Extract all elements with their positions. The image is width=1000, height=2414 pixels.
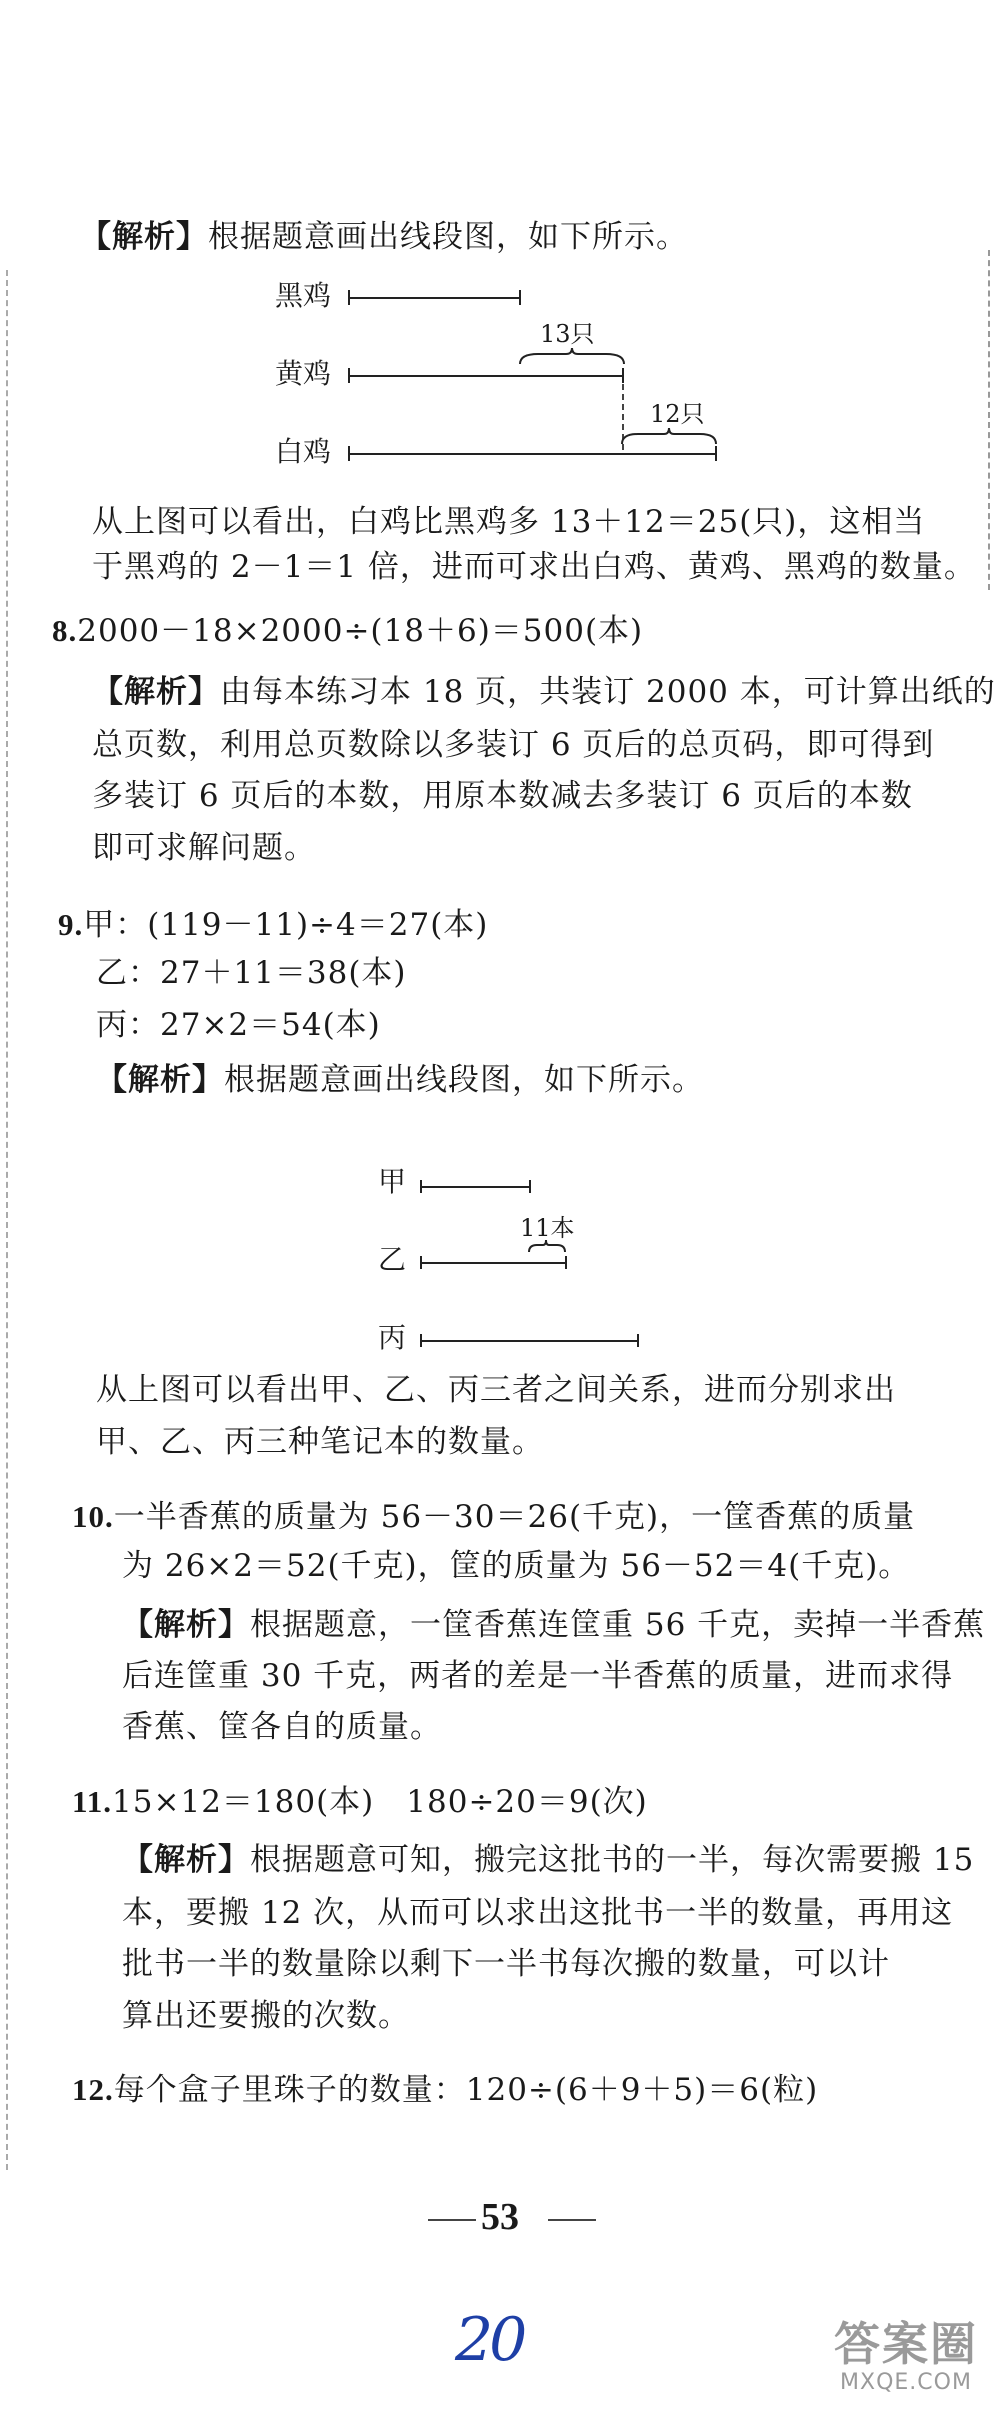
q7-analysis: [80, 217, 688, 257]
q10-line: 一半香蕉的质量为 56－30＝26(千克)，一筐香蕉的质量: [113, 1499, 916, 1535]
page-number: 53: [481, 2196, 519, 2238]
question-number: 11.: [72, 1784, 113, 1819]
label-12: 12只: [650, 400, 705, 428]
q11-analysis: [122, 1840, 974, 1880]
q9-answer-a: [58, 905, 488, 945]
watermark-logo-text: 答案圈: [834, 2317, 978, 2371]
q10-text: 根据题意，一筐香蕉连筐重 56 千克，卖掉一半香蕉: [250, 1607, 986, 1643]
analysis-tag: 【解析】: [122, 1607, 250, 1643]
tick: [420, 1256, 422, 1269]
q11-answer: [72, 1782, 648, 1822]
q8-text-line: 总页数，利用总页数除以多装订 6 页后的总页码，即可得到: [92, 727, 935, 763]
tick: [420, 1334, 422, 1347]
analysis-tag: 【解析】: [96, 1062, 224, 1098]
tick: [529, 1180, 531, 1193]
analysis-tag: 【解析】: [92, 674, 220, 710]
tick: [715, 446, 717, 461]
tick: [519, 290, 521, 305]
brace-13: [518, 346, 626, 366]
q7-text-line: 于黑鸡的 2－1＝1 倍，进而可求出白鸡、黄鸡、黑鸡的数量。: [92, 549, 976, 585]
segment-jia: [420, 1186, 530, 1188]
q12-formula: 每个盒子里珠子的数量：120÷(6＋9＋5)＝6(粒): [113, 2072, 819, 2108]
q8-formula: 2000－18×2000÷(18＋6)＝500(本): [77, 613, 644, 649]
brace-12: [620, 426, 718, 446]
q9-jia: 甲：(119－11)÷4＝27(本): [83, 907, 489, 943]
footer-dash-right: [548, 2219, 596, 2221]
q9-text-line: 甲、乙、丙三种笔记本的数量。: [96, 1424, 544, 1460]
tick: [637, 1334, 639, 1347]
watermark-url: MXQE.COM: [840, 2370, 972, 2395]
segment-yellow: [348, 375, 623, 377]
tick: [420, 1180, 422, 1193]
q7-intro: 根据题意画出线段图，如下所示。: [208, 219, 688, 255]
label-black-chicken: 黑鸡: [275, 279, 332, 312]
q11-formula: 15×12＝180(本) 180÷20＝9(次): [112, 1784, 648, 1820]
watermark: [834, 2318, 978, 2395]
q8-text-line: 即可求解问题。: [92, 830, 316, 866]
analysis-tag: 【解析】: [80, 219, 208, 255]
label-yi: 乙: [378, 1243, 407, 1276]
label-white-chicken: 白鸡: [275, 435, 332, 468]
q12-answer: [72, 2070, 818, 2110]
label-11: 11本: [520, 1214, 575, 1242]
label-yellow-chicken: 黄鸡: [275, 357, 332, 390]
analysis-tag: 【解析】: [122, 1842, 250, 1878]
q11-text-line: 批书一半的数量除以剩下一半书每次搬的数量，可以计: [122, 1946, 890, 1982]
label-bing: 丙: [378, 1321, 407, 1354]
tick: [348, 290, 350, 305]
q8-text-line: 多装订 6 页后的本数，用原本数减去多装订 6 页后的本数: [92, 778, 913, 814]
tick: [348, 368, 350, 383]
label-13: 13只: [540, 320, 595, 348]
right-margin-line: [988, 250, 990, 590]
q10-answer: [72, 1497, 915, 1537]
q11-text-line: 算出还要搬的次数。: [122, 1998, 410, 2034]
q8-text: 由每本练习本 18 页，共装订 2000 本，可计算出纸的: [220, 674, 996, 710]
tick: [565, 1256, 567, 1269]
segment-yi: [420, 1262, 566, 1264]
question-number: 8.: [52, 613, 78, 648]
q10-text-line: 后连筐重 30 千克，两者的差是一半香蕉的质量，进而求得: [122, 1658, 954, 1694]
question-number: 9.: [58, 907, 84, 942]
q11-text: 根据题意可知，搬完这批书的一半，每次需要搬 15: [250, 1842, 975, 1878]
tick: [622, 368, 624, 383]
left-margin-line: [6, 270, 8, 2170]
q9-yi: 乙：27＋11＝38(本): [96, 955, 407, 991]
q9-analysis: [96, 1060, 704, 1100]
q10-line: 为 26×2＝52(千克)，筐的质量为 56－52＝4(千克)。: [122, 1548, 911, 1584]
handwritten-mark: 20: [455, 2305, 524, 2375]
q9-bing: 丙：27×2＝54(本): [96, 1007, 381, 1043]
brace-11: [527, 1238, 567, 1254]
q8-analysis: [92, 672, 996, 712]
segment-white: [348, 453, 716, 455]
q9-text-line: 从上图可以看出甲、乙、丙三者之间关系，进而分别求出: [96, 1372, 896, 1408]
segment-bing: [420, 1340, 638, 1342]
label-jia: 甲: [378, 1165, 407, 1198]
q8-answer: [52, 611, 643, 651]
segment-black: [348, 297, 520, 299]
q10-analysis: [122, 1605, 985, 1645]
tick: [348, 446, 350, 461]
question-number: 10.: [72, 1499, 114, 1534]
question-number: 12.: [72, 2072, 114, 2107]
q10-text-line: 香蕉、筐各自的质量。: [122, 1709, 442, 1745]
q9-intro: 根据题意画出线段图，如下所示。: [224, 1062, 704, 1098]
q11-text-line: 本，要搬 12 次，从而可以求出这批书一半的数量，再用这: [122, 1895, 954, 1931]
q7-text-line: 从上图可以看出，白鸡比黑鸡多 13＋12＝25(只)，这相当: [92, 504, 926, 540]
